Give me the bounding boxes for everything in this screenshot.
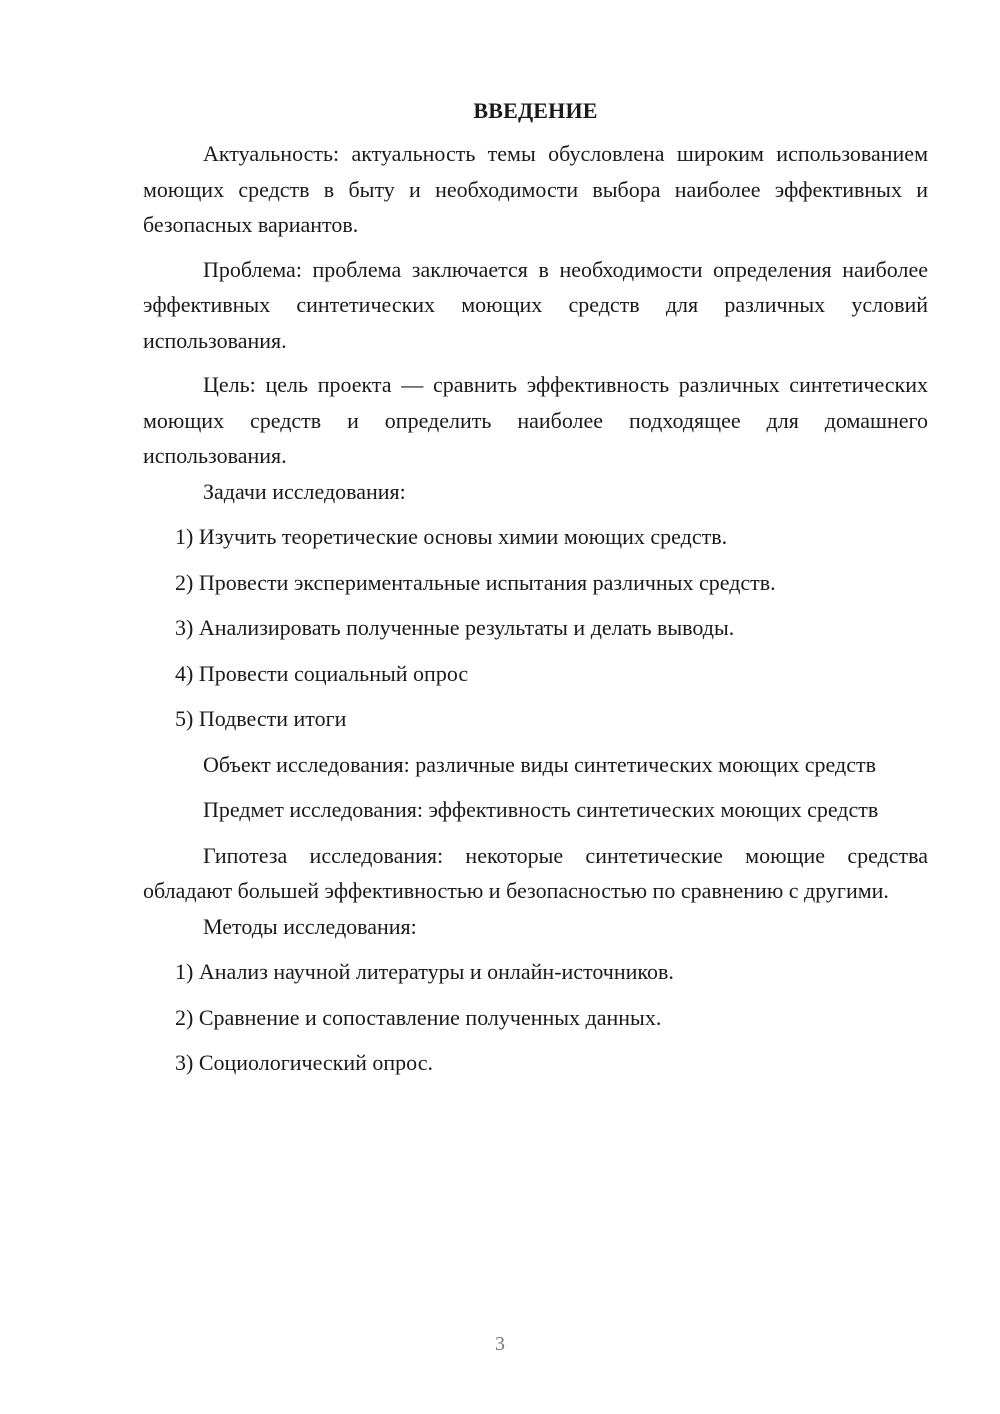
method-item-1: 1) Анализ научной литературы и онлайн-источников. xyxy=(175,959,674,984)
task-item-5: 5) Подвести итоги xyxy=(175,706,347,731)
methods-list xyxy=(143,954,928,1081)
tasks-label: Задачи исследования: xyxy=(203,478,406,504)
task-item-1: 1) Изучить теоретические основы химии моющих средств. xyxy=(175,524,728,549)
methods-label: Методы исследования: xyxy=(203,913,417,939)
subject-paragraph: Предмет исследования: эффективность синтетических моющих средств xyxy=(203,797,879,822)
problem-paragraph: Проблема: проблема заключается в необходимости определения наиболее эффективных синтетических моющих средств для различных условий использования. xyxy=(143,256,928,353)
goal-paragraph: Цель: цель проекта — сравнить эффективность различных синтетических моющих средств и определить наиболее подходящее для домашнего использования. xyxy=(143,372,928,468)
method-item-3: 3) Социологический опрос. xyxy=(175,1050,433,1075)
tasks-list xyxy=(143,519,928,737)
relevance-paragraph: Актуальность: актуальность темы обусловлена широким использованием моющих средств в быту и необходимости выбора наиболее эффективных и безопасных вариантов. xyxy=(143,141,928,237)
hypothesis-paragraph: Гипотеза исследования: некоторые синтетические моющие средства обладают большей эффективностью и безопасностью по сравнению с другими. xyxy=(143,842,928,903)
page-content xyxy=(143,93,928,1081)
section-heading: ВВЕДЕНИЕ xyxy=(473,98,598,123)
task-item-2: 2) Провести экспериментальные испытания различных средств. xyxy=(175,569,776,595)
task-item-3: 3) Анализировать полученные результаты и делать выводы. xyxy=(175,615,735,640)
task-item-4: 4) Провести социальный опрос xyxy=(175,660,469,686)
method-item-2: 2) Сравнение и сопоставление полученных данных. xyxy=(175,1004,662,1030)
page-number: 3 xyxy=(495,1333,505,1355)
object-paragraph: Объект исследования: различные виды синтетических моющих средств xyxy=(203,751,876,777)
